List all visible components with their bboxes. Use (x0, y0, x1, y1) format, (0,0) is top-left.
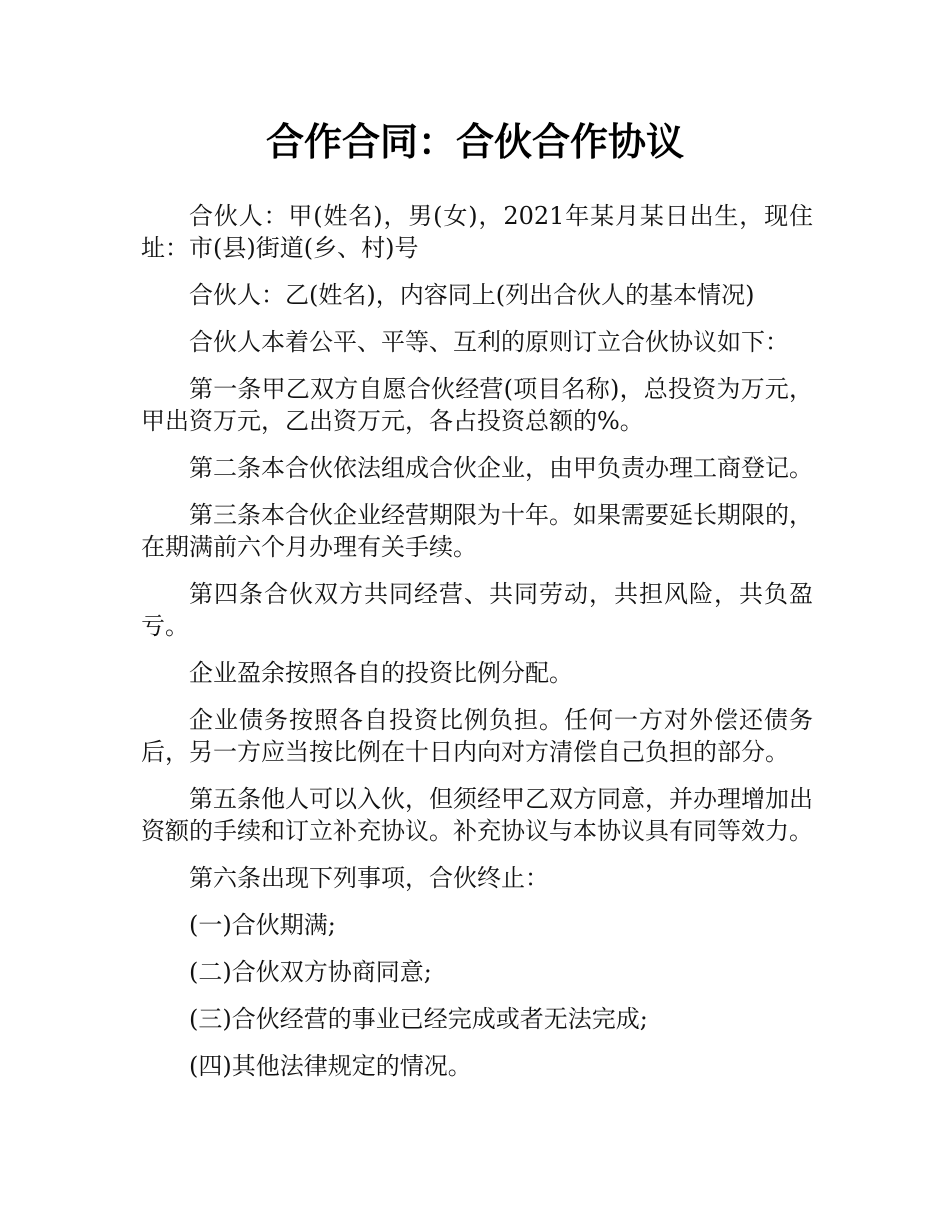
document-body (141, 200, 813, 1097)
paragraph-article-6: 第六条出现下列事项，合伙终止： (189, 864, 549, 892)
list-item-termination-2: (二)合伙双方协商同意; (189, 958, 432, 986)
paragraph-profit-sharing: 企业盈余按照各自的投资比例分配。 (189, 659, 573, 687)
paragraph-article-1: 第一条甲乙双方自愿合伙经营(项目名称)，总投资为万元，甲出资万元，乙出资万元，各占投资总额的%。 (141, 375, 813, 435)
paragraph-debt-sharing: 企业债务按照各自投资比例负担。任何一方对外偿还债务后，另一方应当按比例在十日内向对方清偿自己负担的部分。 (141, 706, 813, 766)
paragraph-article-4: 第四条合伙双方共同经营、共同劳动，共担风险，共负盈亏。 (141, 580, 813, 640)
list-item-termination-1: (一)合伙期满; (189, 911, 336, 939)
document-title: 合作合同：合伙合作协议 (265, 120, 684, 164)
list-item-termination-4: (四)其他法律规定的情况。 (189, 1052, 472, 1080)
paragraph-article-3: 第三条本合伙企业经营期限为十年。如果需要延长期限的，在期满前六个月办理有关手续。 (141, 501, 813, 561)
paragraph-preamble: 合伙人本着公平、平等、互利的原则订立合伙协议如下： (189, 328, 789, 356)
paragraph-article-2: 第二条本合伙依法组成合伙企业，由甲负责办理工商登记。 (189, 454, 813, 482)
list-item-termination-3: (三)合伙经营的事业已经完成或者无法完成; (189, 1005, 648, 1033)
paragraph-article-5: 第五条他人可以入伙，但须经甲乙双方同意，并办理增加出资额的手续和订立补充协议。补充协议与本协议具有同等效力。 (141, 785, 813, 845)
paragraph-partner-a: 合伙人：甲(姓名)，男(女)，2021年某月某日出生，现住址：市(县)街道(乡、村)号 (141, 202, 813, 262)
paragraph-partner-b: 合伙人：乙(姓名)，内容同上(列出合伙人的基本情况) (189, 281, 755, 309)
